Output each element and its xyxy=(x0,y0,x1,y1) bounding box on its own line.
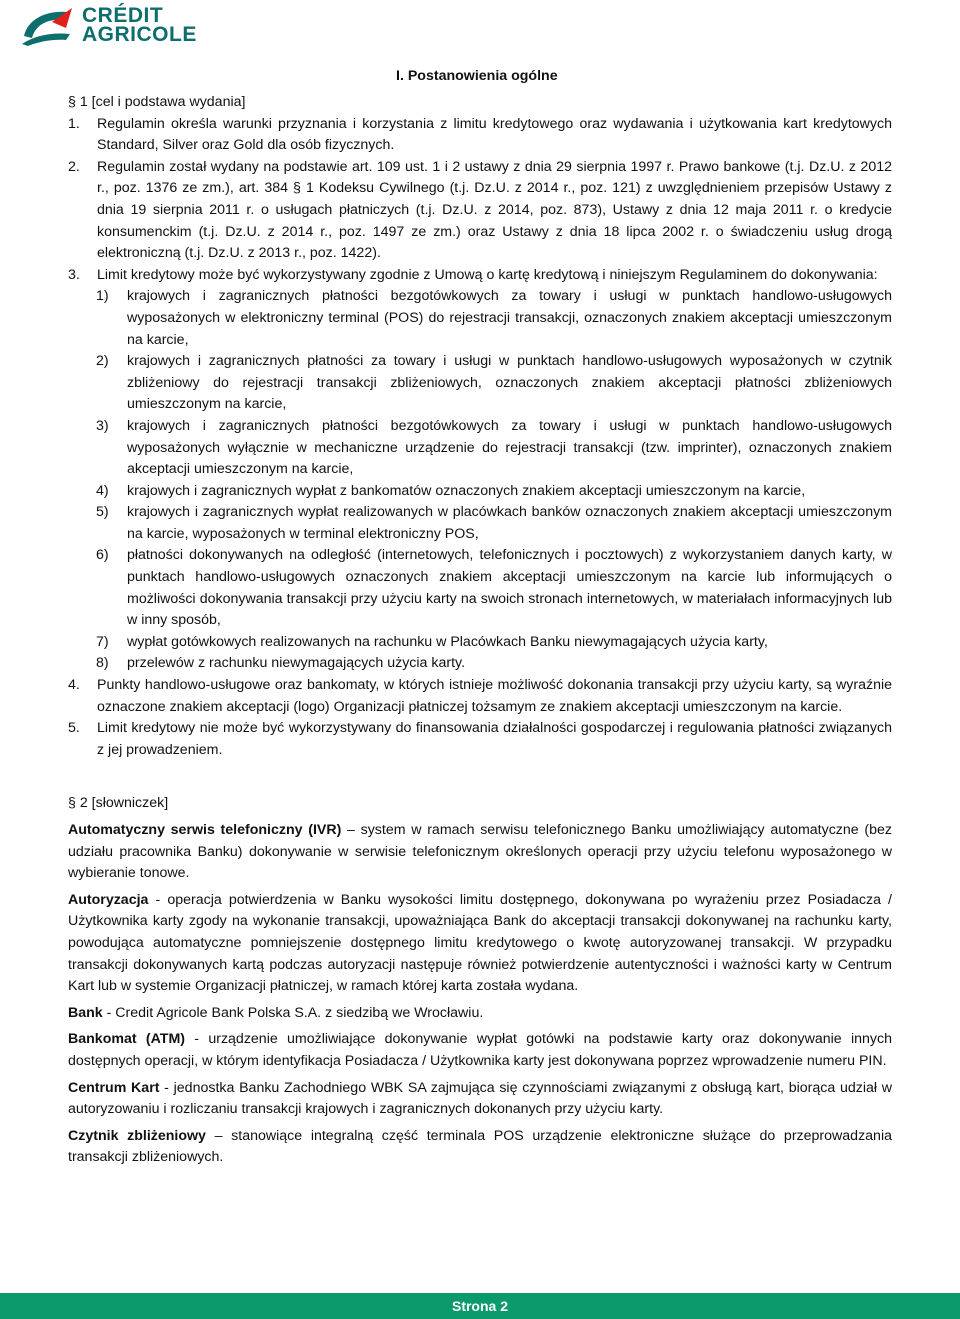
section-title: I. Postanowienia ogólne xyxy=(396,68,558,84)
definition-text: - operacja potwierdzenia w Banku wysokości limitu dostępnego, dokonywana po wyrażeniu przez Posiadacza / Użytkownika karty zgody na wykonanie transakcji, upoważniająca Bank do akceptacji transakcji dokonywanej na rachunku karty, powodująca automatyczne pomniejszenie dostępnego limitu kredytowego o kwotę autoryzowanej transakcji. W przypadku transakcji dokonywanych kartą podczas autoryzacji następuje również potwierdzenie autentyczności i ważności karty w Centrum Kart lub w systemie Organizacji płatniczej, w ramach której karta została wydana. xyxy=(68,891,892,995)
item-text: krajowych i zagranicznych płatności za towary i usługi w punktach handlowo-usługowych wyposażonych w czytnik zbliżeniowy do rejestracji transakcji zbliżeniowych, oznaczonych znakiem akceptacji płatności zbliżeniowych umieszczonym na karcie, xyxy=(127,353,892,413)
item-number: 2) xyxy=(96,353,109,370)
item-number: 5) xyxy=(96,504,109,521)
item-number: 2. xyxy=(68,158,80,175)
sub-list-item xyxy=(68,545,892,631)
item-number: 4) xyxy=(96,482,109,499)
item-number: 3. xyxy=(68,266,80,283)
logo-line-1: CRÉDIT xyxy=(82,4,164,27)
item-number: 1. xyxy=(68,115,80,132)
definition-entry xyxy=(68,1078,892,1121)
item-text: krajowych i zagranicznych wypłat z bankomatów oznaczonych znakiem akceptacji umieszczonym na karcie, xyxy=(127,482,806,499)
numbered-item xyxy=(68,675,892,718)
sub-list-item xyxy=(68,653,892,675)
definition-term: Bankomat (ATM) xyxy=(68,1031,186,1048)
sub-list-item xyxy=(68,416,892,481)
definition-entry xyxy=(68,1029,892,1072)
sub-list-item xyxy=(68,351,892,416)
sub-list-item xyxy=(68,286,892,351)
sub-list-item xyxy=(68,502,892,545)
credit-agricole-logo xyxy=(18,6,233,48)
item-text: krajowych i zagranicznych wypłat realizowanych w placówkach banków oznaczonych znakiem akceptacji umieszczonym na karcie, wyposażonych w terminal elektroniczny POS, xyxy=(127,504,892,542)
page-number: Strona 2 xyxy=(451,1298,508,1314)
item-text: Limit kredytowy może być wykorzystywany zgodnie z Umową o kartę kredytową i niniejszym Regulaminem do dokonywania: xyxy=(97,266,878,283)
item-number: 1) xyxy=(96,288,109,305)
item-text: wypłat gotówkowych realizowanych na rachunku w Placówkach Banku niewymagających użycia karty, xyxy=(127,633,768,650)
item-text: Regulamin został wydany na podstawie art. 109 ust. 1 i 2 ustawy z dnia 29 sierpnia 1997 r. Prawo bankowe (t.j. Dz.U. z 2012 r., poz. 1376 ze zm.), art. 384 § 1 Kodeksu Cywilnego (t.j. Dz.U. z 2014 r., poz. 121) z uwzględnieniem przepisów Ustawy z dnia 19 sierpnia 2011 r. o usługach płatniczych (t.j. Dz.U. z 2014, poz. 873), Ustawy z dnia 12 maja 2011 r. o kredycie konsumenckim (t.j. Dz.U. z 2014 r., poz. 1497 ze zm.) oraz Ustawy z dnia 18 lipca 2002 r. o świadczeniu usług drogą elektroniczną (t.j. Dz.U. z 2013 r., poz. 1422). xyxy=(97,158,892,262)
definition-text: - jednostka Banku Zachodniego WBK SA zajmująca się czynnościami związanymi z obsługą kart, biorąca udział w autoryzowaniu i rozliczaniu transakcji krajowych i zagranicznych dokonanych przy użyciu karty. xyxy=(68,1079,893,1118)
item-text: krajowych i zagranicznych płatności bezgotówkowych za towary i usługi w punktach handlowo-usługowych wyposażonych wyłącznie w mechaniczne urządzenie do rejestracji transakcji (tzw. imprinter), oznaczonych znakiem akceptacji umieszczonym na karcie, xyxy=(127,417,892,478)
definition-text: – system w ramach serwisu telefonicznego Banku umożliwiający automatyczne (bez udziału pracownika Banku) dokonywanie w serwisie telefonicznym określonych operacji przy użyciu telefonu wyposażonego w wybieranie tonowe. xyxy=(68,822,892,882)
definition-text: - Credit Agricole Bank Polska S.A. z siedzibą we Wrocławiu. xyxy=(102,1004,484,1021)
logo-line-2: AGRICOLE xyxy=(82,23,197,46)
sub-list-item xyxy=(68,632,892,654)
definition-entry xyxy=(68,1126,892,1169)
definition-term: Autoryzacja xyxy=(68,891,149,908)
item-text: Punkty handlowo-usługowe oraz bankomaty, w których istnieje możliwość dokonania transakcji przy użyciu karty, są wyraźnie oznaczone znakiem akceptacji (logo) Organizacji płatniczej tożsamym ze znakiem akceptacji umieszczonym na karcie. xyxy=(97,677,892,715)
paragraph-2-heading: § 2 [słowniczek] xyxy=(68,795,169,812)
numbered-item xyxy=(68,157,892,265)
definition-entry xyxy=(68,820,892,885)
definition-term: Automatyczny serwis telefoniczny (IVR) xyxy=(68,822,342,838)
definition-term: Bank xyxy=(68,1004,103,1021)
paragraph-1-subitems xyxy=(68,286,892,675)
paragraph-1-heading: § 1 [cel i podstawa wydania] xyxy=(68,94,246,110)
item-number: 5. xyxy=(68,720,80,737)
item-text: Regulamin określa warunki przyznania i korzystania z limitu kredytowego oraz wydawania i użytkowania kart kredytowych Standard, Silver oraz Gold dla osób fizycznych. xyxy=(97,115,892,154)
item-text: płatności dokonywanych na odległość (internetowych, telefonicznych i pocztowych) z wykorzystaniem danych karty, w punktach handlowo-usługowych oznaczonych znakiem akceptacji umieszczonym na karcie lub informujących o możliwości dokonywania transakcji przy użyciu karty na swoich stronach internetowych, w materiałach informacyjnych lub w inny sposób, xyxy=(127,547,892,629)
item-number: 3) xyxy=(96,417,109,434)
definition-term: Centrum Kart xyxy=(68,1079,160,1096)
item-text: Limit kredytowy nie może być wykorzystywany do finansowania działalności gospodarczej i regulowania płatności związanych z jej prowadzeniem. xyxy=(97,720,892,758)
item-number: 8) xyxy=(96,655,109,672)
item-number: 7) xyxy=(96,633,109,650)
paragraph-1-items xyxy=(68,114,892,287)
numbered-item xyxy=(68,265,892,287)
logo-mark-icon xyxy=(18,6,74,46)
definition-entry xyxy=(68,890,892,998)
item-text: krajowych i zagranicznych płatności bezgotówkowych za towary i usługi w punktach handlowo-usługowych wyposażonych w elektroniczny terminal (POS) do rejestracji transakcji, oznaczonych znakiem akceptacji umieszczonym na karcie, xyxy=(127,288,892,348)
item-number: 4. xyxy=(68,677,80,694)
sub-list-item xyxy=(68,481,892,503)
logo-wordmark xyxy=(82,6,197,44)
item-text: przelewów z rachunku niewymagających użycia karty. xyxy=(127,655,466,672)
definition-text: - urządzenie umożliwiające dokonywanie wypłat gotówki na podstawie karty oraz dokonywanie innych dostępnych operacji, w którym identyfikacja Posiadacza / Użytkownika karty jest dokonywana poprzez wprowadzenie numeru PIN. xyxy=(68,1031,892,1069)
definition-entry xyxy=(68,1003,892,1025)
definition-term: Czytnik zbliżeniowy xyxy=(68,1127,206,1144)
page-footer xyxy=(0,1293,960,1319)
document-body xyxy=(68,92,892,1169)
definitions-list xyxy=(68,820,892,1169)
numbered-item xyxy=(68,114,892,157)
paragraph-1-items-after xyxy=(68,675,892,761)
numbered-item xyxy=(68,718,892,761)
definition-text: – stanowiące integralną część terminala POS urządzenie elektroniczne służące do przeprowadzania transakcji zbliżeniowych. xyxy=(68,1127,892,1166)
item-number: 6) xyxy=(96,547,109,564)
